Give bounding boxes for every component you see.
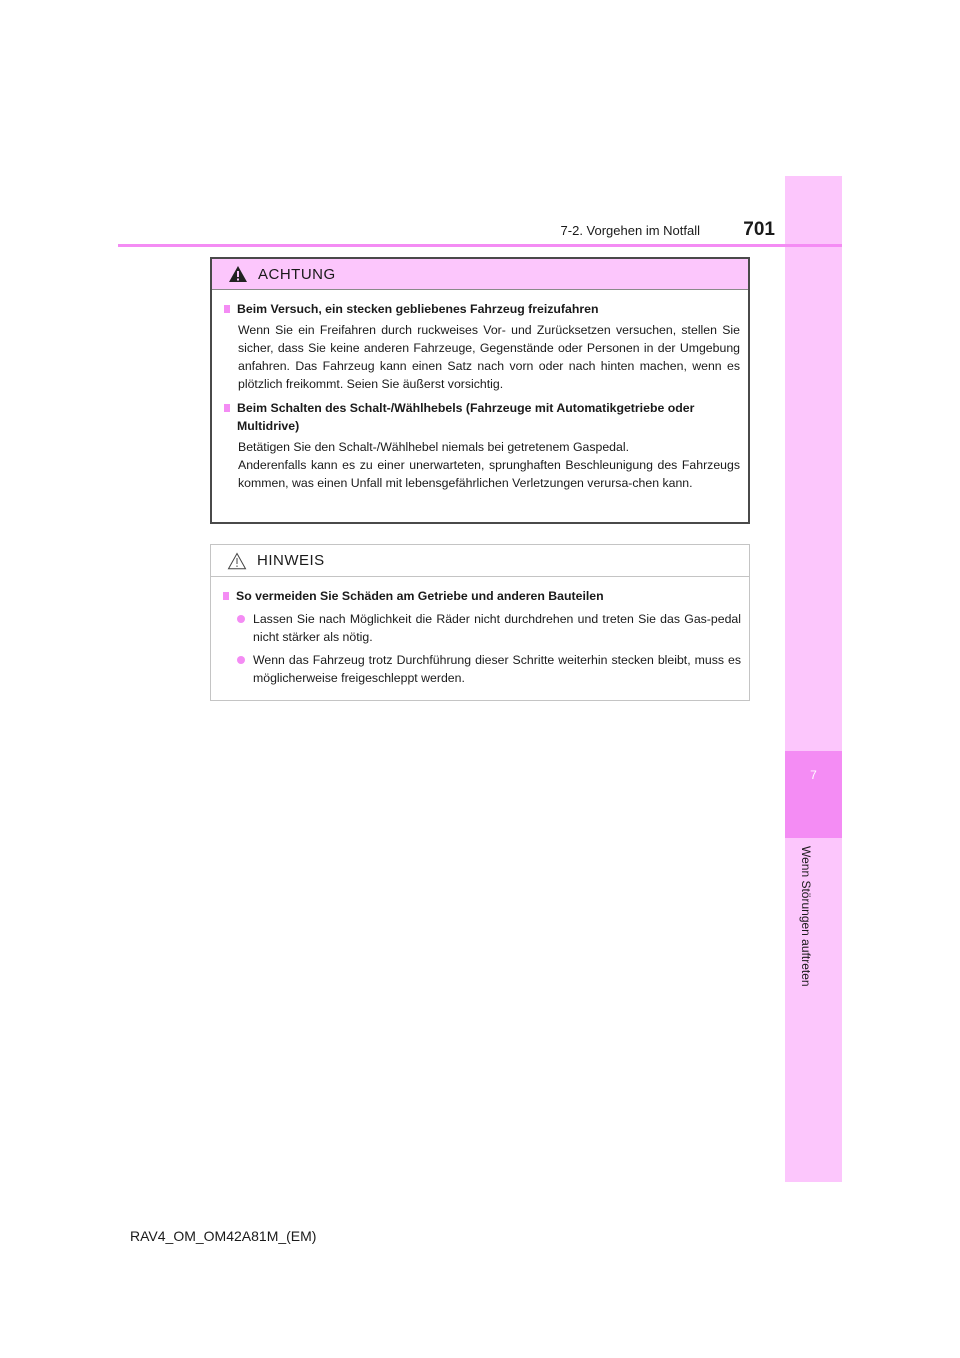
square-bullet-icon: [223, 592, 229, 600]
warning-icon: [228, 265, 248, 283]
circle-bullet-icon: [237, 656, 245, 664]
side-tab-strip: [785, 176, 842, 1182]
document-code: RAV4_OM_OM42A81M_(EM): [130, 1228, 317, 1244]
achtung-header: [212, 259, 748, 290]
hinweis-header: [211, 545, 749, 577]
hinweis-bullet: [237, 610, 741, 646]
achtung-item-heading: [224, 399, 740, 435]
caution-icon: [227, 552, 247, 570]
hinweis-heading: [223, 587, 741, 605]
achtung-body: [212, 290, 748, 502]
achtung-box: [210, 257, 750, 524]
achtung-title: ACHTUNG: [258, 265, 336, 283]
achtung-item-heading: [224, 300, 740, 318]
hinweis-bullet: [237, 651, 741, 687]
hinweis-body: [211, 577, 749, 697]
achtung-item-text: Wenn Sie ein Freifahren durch ruckweises Vor- und Zurücksetzen versuchen, stellen Sie sicher, dass Sie keine anderen Fahrzeuge, Gegenstände oder Personen in der Umgebung anfahren. Das Fahrzeug kann einen Satz nach vorn oder nach hinten machen, wenn es plötzlich freikommt. Seien Sie äußerst vorsichtig.: [238, 323, 740, 391]
achtung-item-heading-text: Beim Schalten des Schalt-/Wählhebels (Fahrzeuge mit Automatikgetriebe oder Multidrive): [237, 401, 695, 433]
hinweis-heading-text: So vermeiden Sie Schäden am Getriebe und anderen Bauteilen: [236, 589, 604, 603]
achtung-item-text-line1: Betätigen Sie den Schalt-/Wählhebel niemals bei getretenem Gaspedal.: [238, 440, 630, 454]
hinweis-bullet-text: Wenn das Fahrzeug trotz Durchführung dieser Schritte weiterhin stecken bleibt, muss es möglicherweise freigeschleppt werden.: [253, 653, 741, 685]
hinweis-title: HINWEIS: [257, 552, 325, 569]
achtung-item-text: Anderenfalls kann es zu einer unerwarteten, sprunghaften Beschleunigung des Fahrzeugs kommen, was einen Unfall mit lebensgefährlichen Verletzungen verursa-chen kann.: [238, 458, 740, 490]
side-tab-active-chapter: [785, 751, 842, 838]
square-bullet-icon: [224, 305, 230, 313]
achtung-item-heading-text: Beim Versuch, ein stecken gebliebenes Fahrzeug freizufahren: [237, 302, 599, 316]
header-rule: [118, 244, 842, 247]
hinweis-box: [210, 544, 750, 701]
chapter-number: 7: [810, 768, 817, 782]
square-bullet-icon: [224, 404, 230, 412]
chapter-title: Wenn Störungen auftreten: [799, 846, 813, 987]
hinweis-bullet-text: Lassen Sie nach Möglichkeit die Räder nicht durchdrehen und treten Sie das Gas-pedal nicht stärker als nötig.: [253, 612, 741, 644]
page-number: 701: [743, 219, 775, 240]
circle-bullet-icon: [237, 615, 245, 623]
section-title: 7-2. Vorgehen im Notfall: [560, 223, 700, 238]
